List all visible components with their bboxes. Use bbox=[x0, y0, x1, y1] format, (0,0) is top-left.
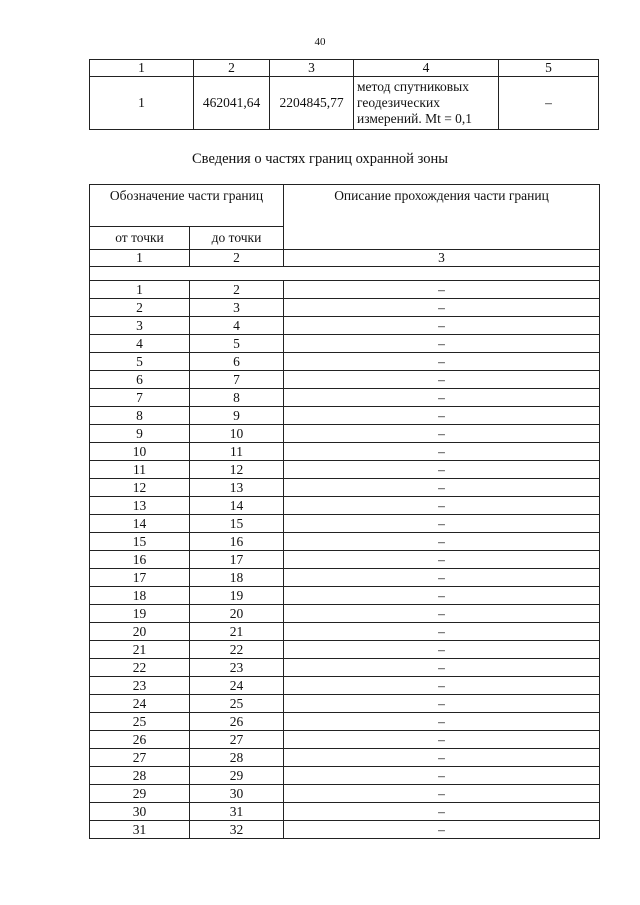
table-row bbox=[90, 335, 600, 353]
from-point-cell: 30 bbox=[90, 803, 190, 821]
boundary-parts-table bbox=[89, 184, 600, 839]
page-number: 40 bbox=[314, 36, 326, 48]
from-point-cell: 6 bbox=[90, 371, 190, 389]
table-row bbox=[90, 623, 600, 641]
table-row bbox=[90, 785, 600, 803]
to-point-cell: 18 bbox=[190, 569, 284, 587]
table-row bbox=[90, 461, 600, 479]
from-point-cell: 4 bbox=[90, 335, 190, 353]
table-row bbox=[90, 713, 600, 731]
to-point-cell: 3 bbox=[190, 299, 284, 317]
from-point-cell: 24 bbox=[90, 695, 190, 713]
col-number-2: 2 bbox=[190, 250, 284, 267]
description-cell: – bbox=[284, 695, 600, 713]
method-line: геодезических bbox=[357, 95, 440, 110]
coordinates-header-row bbox=[90, 60, 599, 77]
from-point-cell: 31 bbox=[90, 821, 190, 839]
to-point-cell: 9 bbox=[190, 407, 284, 425]
method-description bbox=[354, 77, 499, 130]
table-row bbox=[90, 677, 600, 695]
col-header-1: 1 bbox=[90, 60, 194, 77]
coordinates-row bbox=[90, 77, 599, 130]
from-point-cell: 12 bbox=[90, 479, 190, 497]
from-point-cell: 18 bbox=[90, 587, 190, 605]
col-header-3: 3 bbox=[270, 60, 354, 77]
col-number-3: 3 bbox=[284, 250, 600, 267]
to-point-cell: 5 bbox=[190, 335, 284, 353]
description-cell: – bbox=[284, 785, 600, 803]
from-point-cell: 9 bbox=[90, 425, 190, 443]
table-row bbox=[90, 749, 600, 767]
table-row bbox=[90, 533, 600, 551]
description-header: Описание прохождения части границ bbox=[284, 185, 600, 250]
description-cell: – bbox=[284, 713, 600, 731]
to-point-cell: 24 bbox=[190, 677, 284, 695]
to-point-cell: 16 bbox=[190, 533, 284, 551]
column-5-value: – bbox=[499, 77, 599, 130]
description-cell: – bbox=[284, 479, 600, 497]
from-point-cell: 27 bbox=[90, 749, 190, 767]
from-point-cell: 16 bbox=[90, 551, 190, 569]
to-point-cell: 28 bbox=[190, 749, 284, 767]
from-point-cell: 29 bbox=[90, 785, 190, 803]
from-point-cell: 3 bbox=[90, 317, 190, 335]
description-cell: – bbox=[284, 515, 600, 533]
to-point-cell: 26 bbox=[190, 713, 284, 731]
from-point-cell: 19 bbox=[90, 605, 190, 623]
to-point-cell: 7 bbox=[190, 371, 284, 389]
from-point-cell: 14 bbox=[90, 515, 190, 533]
to-point-cell: 21 bbox=[190, 623, 284, 641]
method-line: метод спутниковых bbox=[357, 79, 469, 94]
table-row bbox=[90, 587, 600, 605]
to-point-cell: 2 bbox=[190, 281, 284, 299]
method-line: измерений. Mt = 0,1 bbox=[357, 111, 473, 126]
description-cell: – bbox=[284, 533, 600, 551]
to-point-cell: 8 bbox=[190, 389, 284, 407]
description-cell: – bbox=[284, 677, 600, 695]
from-point-cell: 25 bbox=[90, 713, 190, 731]
table-row bbox=[90, 497, 600, 515]
table-row bbox=[90, 803, 600, 821]
col-header-2: 2 bbox=[194, 60, 270, 77]
description-cell: – bbox=[284, 623, 600, 641]
to-point-cell: 13 bbox=[190, 479, 284, 497]
to-point-cell: 14 bbox=[190, 497, 284, 515]
coordinate-x: 462041,64 bbox=[194, 77, 270, 130]
to-point-cell: 20 bbox=[190, 605, 284, 623]
description-cell: – bbox=[284, 551, 600, 569]
col-number-1: 1 bbox=[90, 250, 190, 267]
description-cell: – bbox=[284, 335, 600, 353]
from-point-cell: 8 bbox=[90, 407, 190, 425]
description-cell: – bbox=[284, 299, 600, 317]
to-point-cell: 11 bbox=[190, 443, 284, 461]
to-point-cell: 32 bbox=[190, 821, 284, 839]
to-point-cell: 4 bbox=[190, 317, 284, 335]
to-point-cell: 10 bbox=[190, 425, 284, 443]
table-row bbox=[90, 317, 600, 335]
description-cell: – bbox=[284, 389, 600, 407]
from-point-cell: 26 bbox=[90, 731, 190, 749]
to-point-cell: 27 bbox=[190, 731, 284, 749]
from-point-cell: 11 bbox=[90, 461, 190, 479]
to-point-cell: 19 bbox=[190, 587, 284, 605]
from-point-cell: 22 bbox=[90, 659, 190, 677]
from-point-cell: 21 bbox=[90, 641, 190, 659]
from-point-header: от точки bbox=[90, 227, 190, 250]
point-number: 1 bbox=[90, 77, 194, 130]
table-row bbox=[90, 551, 600, 569]
table-row bbox=[90, 659, 600, 677]
description-cell: – bbox=[284, 281, 600, 299]
description-cell: – bbox=[284, 353, 600, 371]
boundary-parts-rows bbox=[90, 281, 600, 839]
from-point-cell: 2 bbox=[90, 299, 190, 317]
table-row bbox=[90, 731, 600, 749]
table-row bbox=[90, 695, 600, 713]
to-point-cell: 25 bbox=[190, 695, 284, 713]
table-row bbox=[90, 371, 600, 389]
description-cell: – bbox=[284, 731, 600, 749]
description-cell: – bbox=[284, 767, 600, 785]
table-row bbox=[90, 569, 600, 587]
to-point-cell: 12 bbox=[190, 461, 284, 479]
coordinates-table bbox=[89, 59, 599, 130]
table-row bbox=[90, 767, 600, 785]
to-point-cell: 29 bbox=[190, 767, 284, 785]
table-row bbox=[90, 389, 600, 407]
from-point-cell: 10 bbox=[90, 443, 190, 461]
to-point-cell: 31 bbox=[190, 803, 284, 821]
from-point-cell: 28 bbox=[90, 767, 190, 785]
to-point-header: до точки bbox=[190, 227, 284, 250]
from-point-cell: 1 bbox=[90, 281, 190, 299]
description-cell: – bbox=[284, 371, 600, 389]
table-row bbox=[90, 299, 600, 317]
description-cell: – bbox=[284, 497, 600, 515]
table-row bbox=[90, 425, 600, 443]
description-cell: – bbox=[284, 587, 600, 605]
description-cell: – bbox=[284, 803, 600, 821]
to-point-cell: 17 bbox=[190, 551, 284, 569]
from-point-cell: 20 bbox=[90, 623, 190, 641]
from-point-cell: 15 bbox=[90, 533, 190, 551]
boundary-parts-header bbox=[90, 185, 600, 281]
to-point-cell: 15 bbox=[190, 515, 284, 533]
spacer-row bbox=[90, 267, 600, 281]
table-row bbox=[90, 407, 600, 425]
description-cell: – bbox=[284, 605, 600, 623]
to-point-cell: 30 bbox=[190, 785, 284, 803]
from-point-cell: 5 bbox=[90, 353, 190, 371]
table-row bbox=[90, 605, 600, 623]
description-cell: – bbox=[284, 641, 600, 659]
table-row bbox=[90, 641, 600, 659]
description-cell: – bbox=[284, 569, 600, 587]
designation-header: Обозначение части границ bbox=[90, 185, 284, 227]
table-row bbox=[90, 479, 600, 497]
to-point-cell: 6 bbox=[190, 353, 284, 371]
table-row bbox=[90, 821, 600, 839]
to-point-cell: 22 bbox=[190, 641, 284, 659]
description-cell: – bbox=[284, 407, 600, 425]
description-cell: – bbox=[284, 425, 600, 443]
table-row bbox=[90, 353, 600, 371]
description-cell: – bbox=[284, 659, 600, 677]
col-header-5: 5 bbox=[499, 60, 599, 77]
description-cell: – bbox=[284, 317, 600, 335]
description-cell: – bbox=[284, 461, 600, 479]
from-point-cell: 17 bbox=[90, 569, 190, 587]
table-row bbox=[90, 515, 600, 533]
description-cell: – bbox=[284, 443, 600, 461]
from-point-cell: 23 bbox=[90, 677, 190, 695]
table-row bbox=[90, 443, 600, 461]
to-point-cell: 23 bbox=[190, 659, 284, 677]
section-title: Сведения о частях границ охранной зоны bbox=[192, 151, 448, 167]
from-point-cell: 13 bbox=[90, 497, 190, 515]
from-point-cell: 7 bbox=[90, 389, 190, 407]
coordinate-y: 2204845,77 bbox=[270, 77, 354, 130]
description-cell: – bbox=[284, 749, 600, 767]
col-header-4: 4 bbox=[354, 60, 499, 77]
table-row bbox=[90, 281, 600, 299]
description-cell: – bbox=[284, 821, 600, 839]
